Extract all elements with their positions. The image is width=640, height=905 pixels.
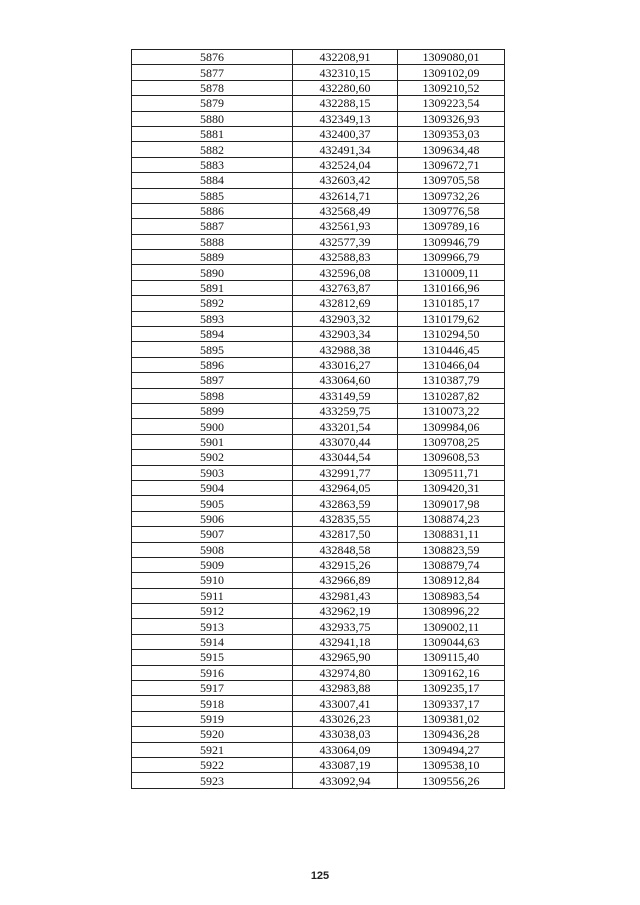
point-number-cell: 5877 xyxy=(132,65,293,80)
table-row xyxy=(132,65,505,80)
table-row xyxy=(132,219,505,234)
x-coordinate-cell: 433064,09 xyxy=(293,742,398,757)
x-coordinate-cell: 432903,32 xyxy=(293,311,398,326)
y-coordinate-cell: 1309608,53 xyxy=(398,450,505,465)
table-row xyxy=(132,696,505,711)
point-number-cell: 5914 xyxy=(132,634,293,649)
point-number-cell: 5915 xyxy=(132,650,293,665)
point-number-cell: 5880 xyxy=(132,111,293,126)
point-number-cell: 5900 xyxy=(132,419,293,434)
y-coordinate-cell: 1309381,02 xyxy=(398,711,505,726)
table-row xyxy=(132,80,505,95)
y-coordinate-cell: 1309002,11 xyxy=(398,619,505,634)
point-number-cell: 5898 xyxy=(132,388,293,403)
table-body xyxy=(132,50,505,789)
x-coordinate-cell: 433259,75 xyxy=(293,403,398,418)
table-row xyxy=(132,126,505,141)
table-row xyxy=(132,665,505,680)
y-coordinate-cell: 1309223,54 xyxy=(398,96,505,111)
table-row xyxy=(132,450,505,465)
table-row xyxy=(132,342,505,357)
y-coordinate-cell: 1310073,22 xyxy=(398,403,505,418)
point-number-cell: 5905 xyxy=(132,496,293,511)
y-coordinate-cell: 1308823,59 xyxy=(398,542,505,557)
x-coordinate-cell: 432903,34 xyxy=(293,327,398,342)
x-coordinate-cell: 432280,60 xyxy=(293,80,398,95)
page-number: 125 xyxy=(310,870,330,882)
y-coordinate-cell: 1309984,06 xyxy=(398,419,505,434)
point-number-cell: 5891 xyxy=(132,280,293,295)
y-coordinate-cell: 1309634,48 xyxy=(398,142,505,157)
y-coordinate-cell: 1309044,63 xyxy=(398,634,505,649)
x-coordinate-cell: 433064,60 xyxy=(293,373,398,388)
table-row xyxy=(132,357,505,372)
table-row xyxy=(132,173,505,188)
y-coordinate-cell: 1309789,16 xyxy=(398,219,505,234)
x-coordinate-cell: 432208,91 xyxy=(293,50,398,65)
table-row xyxy=(132,434,505,449)
table-row xyxy=(132,465,505,480)
table-row xyxy=(132,311,505,326)
x-coordinate-cell: 432812,69 xyxy=(293,296,398,311)
point-number-cell: 5908 xyxy=(132,542,293,557)
x-coordinate-cell: 432966,89 xyxy=(293,573,398,588)
x-coordinate-cell: 432863,59 xyxy=(293,496,398,511)
y-coordinate-cell: 1308996,22 xyxy=(398,604,505,619)
table-row xyxy=(132,265,505,280)
x-coordinate-cell: 433016,27 xyxy=(293,357,398,372)
point-number-cell: 5907 xyxy=(132,527,293,542)
point-number-cell: 5911 xyxy=(132,588,293,603)
table-row xyxy=(132,373,505,388)
point-number-cell: 5901 xyxy=(132,434,293,449)
table-row xyxy=(132,511,505,526)
coordinates-table-container xyxy=(131,49,505,789)
point-number-cell: 5918 xyxy=(132,696,293,711)
table-row xyxy=(132,711,505,726)
x-coordinate-cell: 433038,03 xyxy=(293,727,398,742)
y-coordinate-cell: 1308874,23 xyxy=(398,511,505,526)
point-number-cell: 5920 xyxy=(132,727,293,742)
table-row xyxy=(132,757,505,772)
x-coordinate-cell: 433007,41 xyxy=(293,696,398,711)
table-row xyxy=(132,557,505,572)
point-number-cell: 5895 xyxy=(132,342,293,357)
y-coordinate-cell: 1310466,04 xyxy=(398,357,505,372)
x-coordinate-cell: 432817,50 xyxy=(293,527,398,542)
x-coordinate-cell: 432288,15 xyxy=(293,96,398,111)
table-row xyxy=(132,111,505,126)
table-row xyxy=(132,619,505,634)
y-coordinate-cell: 1309326,93 xyxy=(398,111,505,126)
x-coordinate-cell: 432596,08 xyxy=(293,265,398,280)
table-row xyxy=(132,634,505,649)
point-number-cell: 5923 xyxy=(132,773,293,788)
point-number-cell: 5916 xyxy=(132,665,293,680)
y-coordinate-cell: 1309494,27 xyxy=(398,742,505,757)
table-row xyxy=(132,296,505,311)
y-coordinate-cell: 1309705,58 xyxy=(398,173,505,188)
x-coordinate-cell: 432962,19 xyxy=(293,604,398,619)
y-coordinate-cell: 1309946,79 xyxy=(398,234,505,249)
x-coordinate-cell: 432491,34 xyxy=(293,142,398,157)
x-coordinate-cell: 432964,05 xyxy=(293,480,398,495)
point-number-cell: 5897 xyxy=(132,373,293,388)
table-row xyxy=(132,650,505,665)
y-coordinate-cell: 1309017,98 xyxy=(398,496,505,511)
table-row xyxy=(132,727,505,742)
table-row xyxy=(132,681,505,696)
y-coordinate-cell: 1309102,09 xyxy=(398,65,505,80)
y-coordinate-cell: 1310387,79 xyxy=(398,373,505,388)
y-coordinate-cell: 1309337,17 xyxy=(398,696,505,711)
point-number-cell: 5899 xyxy=(132,403,293,418)
point-number-cell: 5883 xyxy=(132,157,293,172)
x-coordinate-cell: 432848,58 xyxy=(293,542,398,557)
y-coordinate-cell: 1310287,82 xyxy=(398,388,505,403)
table-row xyxy=(132,96,505,111)
y-coordinate-cell: 1309511,71 xyxy=(398,465,505,480)
x-coordinate-cell: 432349,13 xyxy=(293,111,398,126)
point-number-cell: 5904 xyxy=(132,480,293,495)
table-row xyxy=(132,50,505,65)
point-number-cell: 5888 xyxy=(132,234,293,249)
point-number-cell: 5909 xyxy=(132,557,293,572)
table-row xyxy=(132,203,505,218)
table-row xyxy=(132,527,505,542)
x-coordinate-cell: 432988,38 xyxy=(293,342,398,357)
x-coordinate-cell: 432933,75 xyxy=(293,619,398,634)
x-coordinate-cell: 432763,87 xyxy=(293,280,398,295)
x-coordinate-cell: 433026,23 xyxy=(293,711,398,726)
y-coordinate-cell: 1308983,54 xyxy=(398,588,505,603)
point-number-cell: 5913 xyxy=(132,619,293,634)
table-row xyxy=(132,480,505,495)
point-number-cell: 5889 xyxy=(132,250,293,265)
x-coordinate-cell: 432400,37 xyxy=(293,126,398,141)
x-coordinate-cell: 433092,94 xyxy=(293,773,398,788)
x-coordinate-cell: 432577,39 xyxy=(293,234,398,249)
x-coordinate-cell: 433070,44 xyxy=(293,434,398,449)
y-coordinate-cell: 1310294,50 xyxy=(398,327,505,342)
x-coordinate-cell: 432524,04 xyxy=(293,157,398,172)
table-row xyxy=(132,588,505,603)
point-number-cell: 5922 xyxy=(132,757,293,772)
y-coordinate-cell: 1309420,31 xyxy=(398,480,505,495)
y-coordinate-cell: 1309162,16 xyxy=(398,665,505,680)
x-coordinate-cell: 432981,43 xyxy=(293,588,398,603)
y-coordinate-cell: 1309732,26 xyxy=(398,188,505,203)
x-coordinate-cell: 432614,71 xyxy=(293,188,398,203)
x-coordinate-cell: 432991,77 xyxy=(293,465,398,480)
point-number-cell: 5887 xyxy=(132,219,293,234)
point-number-cell: 5921 xyxy=(132,742,293,757)
y-coordinate-cell: 1310166,96 xyxy=(398,280,505,295)
coordinates-table xyxy=(131,49,505,789)
x-coordinate-cell: 432310,15 xyxy=(293,65,398,80)
table-row xyxy=(132,327,505,342)
table-row xyxy=(132,234,505,249)
x-coordinate-cell: 432561,93 xyxy=(293,219,398,234)
point-number-cell: 5893 xyxy=(132,311,293,326)
x-coordinate-cell: 432941,18 xyxy=(293,634,398,649)
table-row xyxy=(132,188,505,203)
table-row xyxy=(132,157,505,172)
table-row xyxy=(132,573,505,588)
y-coordinate-cell: 1309776,58 xyxy=(398,203,505,218)
point-number-cell: 5894 xyxy=(132,327,293,342)
y-coordinate-cell: 1309210,52 xyxy=(398,80,505,95)
point-number-cell: 5885 xyxy=(132,188,293,203)
x-coordinate-cell: 433087,19 xyxy=(293,757,398,772)
point-number-cell: 5896 xyxy=(132,357,293,372)
x-coordinate-cell: 432588,83 xyxy=(293,250,398,265)
point-number-cell: 5903 xyxy=(132,465,293,480)
table-row xyxy=(132,742,505,757)
y-coordinate-cell: 1309353,03 xyxy=(398,126,505,141)
point-number-cell: 5882 xyxy=(132,142,293,157)
x-coordinate-cell: 432835,55 xyxy=(293,511,398,526)
y-coordinate-cell: 1309235,17 xyxy=(398,681,505,696)
y-coordinate-cell: 1309115,40 xyxy=(398,650,505,665)
point-number-cell: 5884 xyxy=(132,173,293,188)
x-coordinate-cell: 433149,59 xyxy=(293,388,398,403)
y-coordinate-cell: 1309556,26 xyxy=(398,773,505,788)
point-number-cell: 5879 xyxy=(132,96,293,111)
point-number-cell: 5906 xyxy=(132,511,293,526)
point-number-cell: 5886 xyxy=(132,203,293,218)
point-number-cell: 5881 xyxy=(132,126,293,141)
table-row xyxy=(132,388,505,403)
point-number-cell: 5876 xyxy=(132,50,293,65)
y-coordinate-cell: 1309672,71 xyxy=(398,157,505,172)
table-row xyxy=(132,250,505,265)
x-coordinate-cell: 433201,54 xyxy=(293,419,398,434)
point-number-cell: 5917 xyxy=(132,681,293,696)
x-coordinate-cell: 432974,80 xyxy=(293,665,398,680)
x-coordinate-cell: 433044,54 xyxy=(293,450,398,465)
table-row xyxy=(132,142,505,157)
y-coordinate-cell: 1310179,62 xyxy=(398,311,505,326)
y-coordinate-cell: 1309436,28 xyxy=(398,727,505,742)
point-number-cell: 5912 xyxy=(132,604,293,619)
point-number-cell: 5902 xyxy=(132,450,293,465)
x-coordinate-cell: 432603,42 xyxy=(293,173,398,188)
table-row xyxy=(132,496,505,511)
table-row xyxy=(132,403,505,418)
y-coordinate-cell: 1310446,45 xyxy=(398,342,505,357)
point-number-cell: 5919 xyxy=(132,711,293,726)
table-row xyxy=(132,542,505,557)
table-row xyxy=(132,773,505,788)
y-coordinate-cell: 1308831,11 xyxy=(398,527,505,542)
point-number-cell: 5910 xyxy=(132,573,293,588)
y-coordinate-cell: 1310009,11 xyxy=(398,265,505,280)
y-coordinate-cell: 1309538,10 xyxy=(398,757,505,772)
x-coordinate-cell: 432965,90 xyxy=(293,650,398,665)
x-coordinate-cell: 432915,26 xyxy=(293,557,398,572)
x-coordinate-cell: 432568,49 xyxy=(293,203,398,218)
table-row xyxy=(132,280,505,295)
table-row xyxy=(132,419,505,434)
point-number-cell: 5892 xyxy=(132,296,293,311)
y-coordinate-cell: 1308879,74 xyxy=(398,557,505,572)
point-number-cell: 5890 xyxy=(132,265,293,280)
point-number-cell: 5878 xyxy=(132,80,293,95)
y-coordinate-cell: 1308912,84 xyxy=(398,573,505,588)
y-coordinate-cell: 1309966,79 xyxy=(398,250,505,265)
y-coordinate-cell: 1310185,17 xyxy=(398,296,505,311)
y-coordinate-cell: 1309708,25 xyxy=(398,434,505,449)
table-row xyxy=(132,604,505,619)
y-coordinate-cell: 1309080,01 xyxy=(398,50,505,65)
x-coordinate-cell: 432983,88 xyxy=(293,681,398,696)
